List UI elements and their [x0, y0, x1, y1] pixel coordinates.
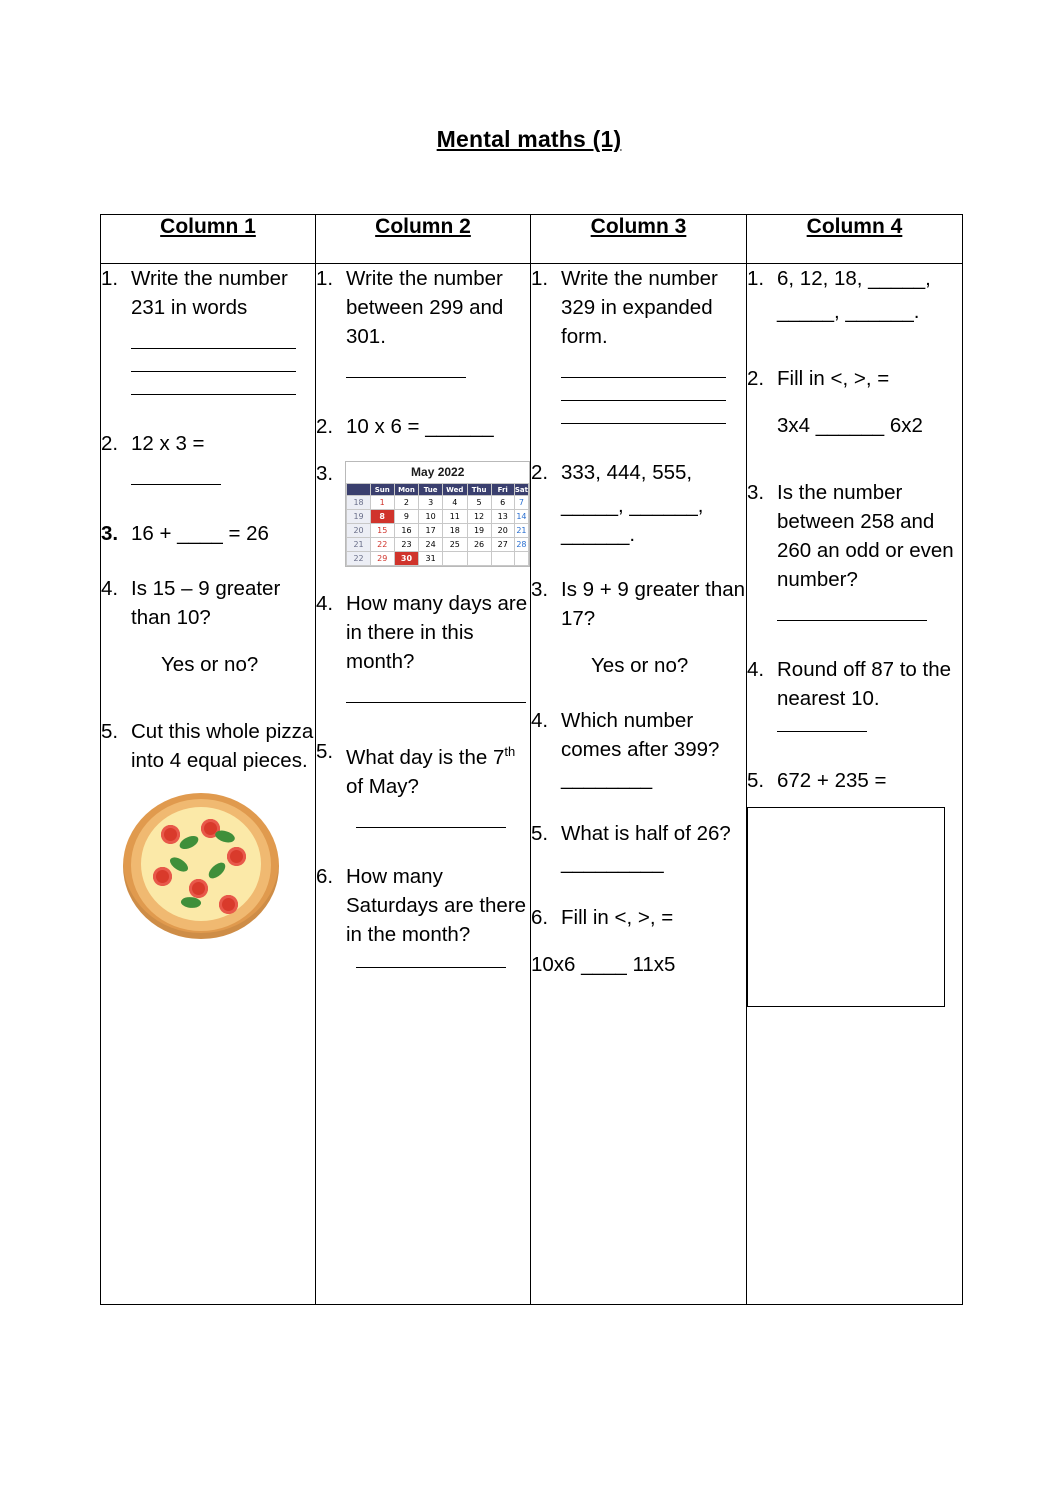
- question-text: How many Saturdays are there in the month?: [346, 864, 527, 946]
- comparison-expression[interactable]: 10x6 ____ 11x5: [531, 953, 676, 976]
- pizza-illustration: [123, 785, 283, 945]
- question-text: Which number comes after 399? ________: [561, 709, 720, 790]
- calendar-week-number: 18: [347, 496, 370, 510]
- question-c2-4: [316, 589, 530, 676]
- question-number: 2.: [747, 367, 765, 390]
- column-1-cell: [101, 264, 316, 1305]
- calendar-week-row: [347, 524, 529, 538]
- question-c1-4-options: [101, 650, 315, 679]
- answer-blanks[interactable]: _____, ______.: [777, 300, 920, 323]
- question-c1-1: [101, 264, 315, 322]
- calendar-illustration: [345, 461, 530, 567]
- calendar-day: 7: [514, 496, 528, 510]
- column-header-3: Column 3: [531, 215, 747, 264]
- comparison-expression[interactable]: 3x4 ______ 6x2: [777, 414, 923, 437]
- question-text: What is half of 26? _________: [561, 822, 731, 874]
- question-text: 672 + 235 =: [777, 769, 887, 792]
- question-number: 5.: [316, 740, 334, 763]
- calendar-weeknum-header: [347, 484, 370, 496]
- question-number: 3.: [316, 462, 334, 485]
- calendar-day-header-sun: Sun: [370, 484, 394, 496]
- calendar-day-header-mon: Mon: [394, 484, 418, 496]
- calendar-week-number: 22: [347, 552, 370, 566]
- calendar-day: 29: [370, 552, 394, 566]
- calendar-day: 14: [514, 510, 528, 524]
- pizza-tomato-icon: [227, 847, 246, 866]
- calendar-day-header-fri: Fri: [491, 484, 514, 496]
- calendar-day-header-wed: Wed: [443, 484, 468, 496]
- calendar-day: 23: [394, 538, 418, 552]
- question-number: 1.: [101, 267, 119, 290]
- question-text: Write the number 231 in words: [131, 267, 288, 319]
- column-header-4: Column 4: [747, 215, 963, 264]
- calendar-day: 26: [467, 538, 491, 552]
- calendar-day: 21: [514, 524, 528, 538]
- calendar-day: 2: [394, 496, 418, 510]
- question-c4-2: [747, 364, 962, 393]
- column-3-cell: [531, 264, 747, 1305]
- question-number: 5.: [531, 822, 549, 845]
- question-number: 1.: [747, 267, 765, 290]
- question-c3-4: [531, 706, 746, 793]
- page-title: Mental maths (1): [436, 126, 622, 152]
- question-number: 5.: [747, 769, 765, 792]
- question-c3-3: [531, 575, 746, 633]
- question-number: 4.: [101, 577, 119, 600]
- calendar-title: May 2022: [411, 465, 465, 479]
- calendar-day: [491, 552, 514, 566]
- question-number: 3.: [531, 578, 549, 601]
- question-number: [101, 650, 131, 679]
- question-text: Write the number 329 in expanded form.: [561, 267, 718, 348]
- calendar-grid: [346, 483, 529, 566]
- calendar-week-row: [347, 538, 529, 552]
- calendar-day: 25: [443, 538, 468, 552]
- question-number: 2.: [101, 432, 119, 455]
- calendar-day: 15: [370, 524, 394, 538]
- calendar-day: 24: [419, 538, 443, 552]
- answer-line-c2-6[interactable]: [356, 967, 506, 968]
- question-c3-5: [531, 819, 746, 877]
- calendar-day: 18: [443, 524, 468, 538]
- calendar-day: [514, 552, 528, 566]
- calendar-day: 4: [443, 496, 468, 510]
- question-text: Is the number between 258 and 260 an odd or even number?: [777, 481, 954, 591]
- question-text: Is 15 – 9 greater than 10?: [131, 577, 281, 629]
- calendar-day: 22: [370, 538, 394, 552]
- question-c4-1-blanks[interactable]: [747, 297, 962, 326]
- calendar-day: 13: [491, 510, 514, 524]
- question-c4-3: [747, 478, 962, 594]
- question-text: Yes or no?: [161, 653, 259, 676]
- table-header-row: [101, 215, 963, 264]
- question-number: 4.: [316, 592, 334, 615]
- column-2-cell: [316, 264, 531, 1305]
- question-text: Fill in <, >, =: [777, 367, 890, 390]
- calendar-day: 28: [514, 538, 528, 552]
- calendar-week-row: [347, 496, 529, 510]
- column-4-cell: [747, 264, 963, 1305]
- calendar-day: 12: [467, 510, 491, 524]
- question-c3-6: [531, 903, 746, 932]
- question-c2-3: [316, 459, 530, 567]
- calendar-day: 10: [419, 510, 443, 524]
- question-c1-3: [101, 519, 315, 548]
- question-number: 3.: [101, 522, 119, 545]
- question-text: What day is the 7th of May?: [346, 744, 516, 798]
- calendar-week-number: 21: [347, 538, 370, 552]
- calendar-day-highlighted: 30: [394, 552, 418, 566]
- calendar-header-row: [347, 484, 529, 496]
- question-number: 1.: [316, 267, 334, 290]
- question-c2-2: [316, 412, 530, 441]
- question-text: 10 x 6 = ______: [346, 415, 494, 438]
- pizza-tomato-icon: [161, 825, 180, 844]
- question-c3-1: [531, 264, 746, 351]
- question-number: 3.: [747, 481, 765, 504]
- calendar-day: 19: [467, 524, 491, 538]
- question-c1-5: [101, 717, 315, 775]
- answer-blanks[interactable]: _____, ______, ______.: [561, 494, 704, 546]
- question-number: 2.: [316, 415, 334, 438]
- question-number: 2.: [531, 461, 549, 484]
- calendar-week-row: [347, 510, 529, 524]
- question-number: 1.: [531, 267, 549, 290]
- calendar-day-header-thu: Thu: [467, 484, 491, 496]
- question-text: Yes or no?: [591, 654, 689, 677]
- answer-box-c4-5[interactable]: [747, 807, 945, 1007]
- worksheet-table: [100, 214, 963, 1305]
- calendar-day: 1: [370, 496, 394, 510]
- calendar-day: 17: [419, 524, 443, 538]
- question-c2-1: [316, 264, 530, 351]
- column-header-1: Column 1: [101, 215, 316, 264]
- question-text: 6, 12, 18, _____,: [777, 267, 931, 290]
- question-number: 6.: [531, 906, 549, 929]
- calendar-day: 5: [467, 496, 491, 510]
- calendar-week-number: 19: [347, 510, 370, 524]
- pizza-tomato-icon: [189, 879, 208, 898]
- calendar-day-highlighted: 8: [370, 510, 394, 524]
- question-c2-5: [316, 737, 530, 801]
- calendar-day: 9: [394, 510, 418, 524]
- question-c3-2-blanks[interactable]: [531, 491, 746, 549]
- question-text: 12 x 3 =: [131, 432, 205, 455]
- calendar-day: 31: [419, 552, 443, 566]
- question-number: 6.: [316, 864, 334, 888]
- question-text: 333, 444, 555,: [561, 461, 693, 484]
- calendar-day: [467, 552, 491, 566]
- question-text: Fill in <, >, =: [561, 906, 674, 929]
- question-c1-2: [101, 429, 315, 458]
- question-number: [531, 651, 561, 680]
- question-text: Cut this whole pizza into 4 equal pieces.: [131, 720, 314, 772]
- question-c2-6: [316, 862, 530, 949]
- question-number: 4.: [531, 709, 549, 732]
- calendar-week-row: [347, 552, 529, 566]
- question-number: 5.: [101, 720, 119, 743]
- question-text: Round off 87 to the nearest 10.: [777, 658, 952, 710]
- question-c3-2: [531, 458, 746, 487]
- calendar-week-number: 20: [347, 524, 370, 538]
- pizza-tomato-icon: [219, 895, 238, 914]
- question-text: How many days are in there in this month?: [346, 592, 528, 673]
- column-header-2: Column 2: [316, 215, 531, 264]
- calendar-day: [443, 552, 468, 566]
- pizza-tomato-icon: [153, 867, 172, 886]
- question-text: 16 + ____ = 26: [131, 522, 269, 545]
- question-text: Is 9 + 9 greater than 17?: [561, 578, 746, 630]
- calendar-day: 20: [491, 524, 514, 538]
- table-body-row: [101, 264, 963, 1305]
- calendar-day: 6: [491, 496, 514, 510]
- question-c3-3-options: [531, 651, 746, 680]
- question-c3-6-expression[interactable]: [531, 950, 746, 979]
- calendar-day-header-sat: Sat: [514, 485, 528, 494]
- question-c1-4: [101, 574, 315, 632]
- question-c4-2-expression[interactable]: [747, 411, 962, 440]
- question-c4-5: [747, 766, 962, 795]
- calendar-day: 11: [443, 510, 468, 524]
- question-number: 4.: [747, 658, 765, 681]
- question-c4-1: [747, 264, 962, 293]
- calendar-day: 27: [491, 538, 514, 552]
- calendar-day: 16: [394, 524, 418, 538]
- calendar-day: 3: [419, 496, 443, 510]
- question-text: Write the number between 299 and 301.: [346, 267, 504, 348]
- question-c4-4: [747, 655, 962, 713]
- calendar-day-header-tue: Tue: [419, 484, 443, 496]
